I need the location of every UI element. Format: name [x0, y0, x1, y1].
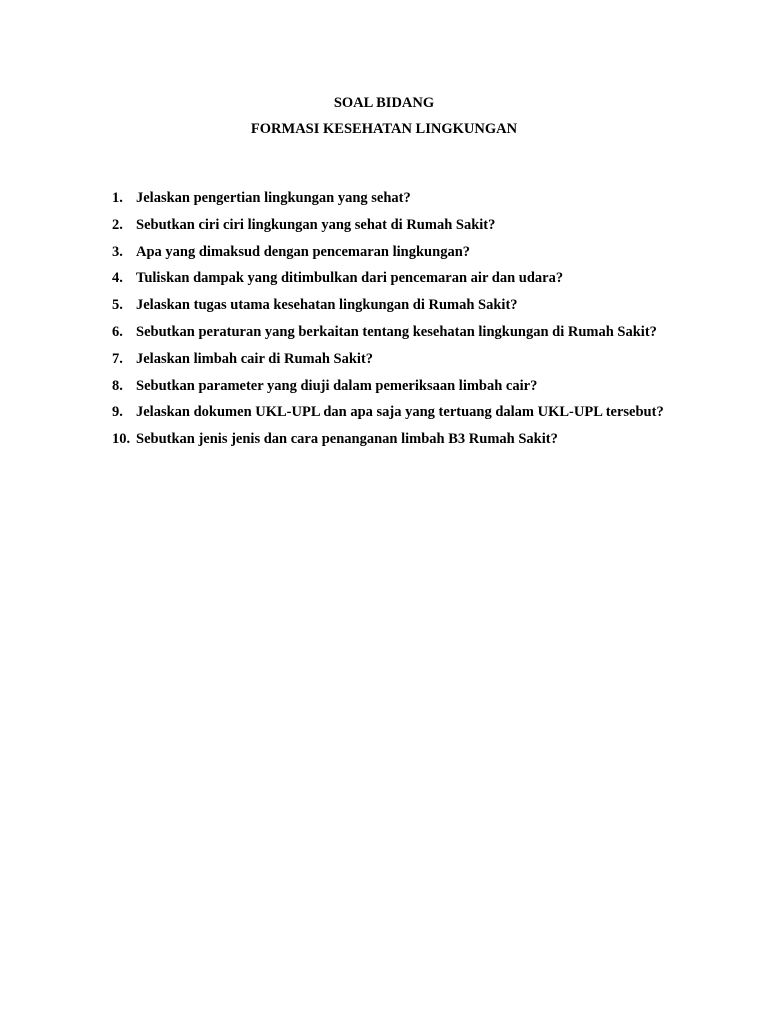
question-number: 8.	[112, 377, 123, 394]
question-text: Sebutkan peraturan yang berkaitan tentang kesehatan lingkungan di Rumah Sakit?	[136, 323, 657, 340]
question-text: Sebutkan jenis jenis dan cara penanganan limbah B3 Rumah Sakit?	[136, 431, 558, 448]
question-item-8	[112, 373, 677, 400]
question-text: Sebutkan parameter yang diuji dalam pemeriksaan limbah cair?	[136, 377, 538, 394]
document-title: SOAL BIDANG	[333, 95, 435, 111]
question-text: Tuliskan dampak yang ditimbulkan dari pencemaran air dan udara?	[136, 270, 564, 287]
question-text: Jelaskan tugas utama kesehatan lingkungan di Rumah Sakit?	[136, 297, 518, 314]
question-item-4	[112, 265, 677, 292]
question-item-10	[112, 426, 677, 453]
question-number: 10.	[112, 431, 131, 448]
question-item-6	[112, 319, 677, 346]
question-number: 4.	[112, 270, 123, 287]
question-list	[112, 185, 677, 453]
question-text: Jelaskan limbah cair di Rumah Sakit?	[136, 350, 374, 367]
question-number: 9.	[112, 404, 123, 421]
question-number: 6.	[112, 323, 123, 340]
question-number: 3.	[112, 243, 123, 260]
question-item-1	[112, 185, 677, 212]
question-text: Jelaskan dokumen UKL-UPL dan apa saja yang tertuang dalam UKL-UPL tersebut?	[136, 404, 664, 421]
question-text: Jelaskan pengertian lingkungan yang sehat?	[136, 190, 411, 206]
question-item-9	[112, 399, 677, 426]
question-number: 1.	[112, 190, 123, 206]
document-subtitle: FORMASI KESEHATAN LINGKUNGAN	[250, 121, 518, 137]
question-item-7	[112, 346, 677, 373]
question-number: 5.	[112, 297, 123, 314]
question-text: Apa yang dimaksud dengan pencemaran lingkungan?	[136, 243, 471, 260]
question-text: Sebutkan ciri ciri lingkungan yang sehat di Rumah Sakit?	[136, 216, 496, 233]
question-number: 7.	[112, 350, 123, 367]
question-number: 2.	[112, 216, 123, 233]
question-item-5	[112, 292, 677, 319]
question-item-2	[112, 212, 677, 239]
question-item-3	[112, 239, 677, 266]
